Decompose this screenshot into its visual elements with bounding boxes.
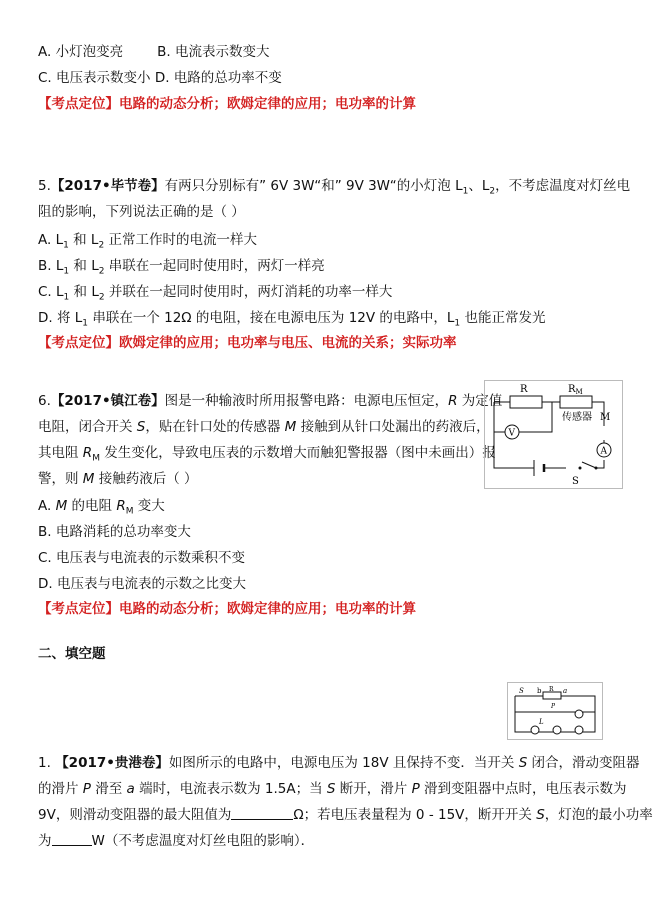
- q5-source: 【2017•毕节卷】: [50, 178, 165, 194]
- label-s: S: [572, 476, 579, 487]
- answer-blank-1[interactable]: [231, 806, 293, 820]
- resistor-r: [510, 396, 542, 408]
- q6-stem-line-2: 电阻，闭合开关 S，贴在针口处的传感器 M 接触到从针口处漏出的药液后，: [38, 419, 490, 435]
- svg-text:A: A: [600, 446, 607, 457]
- q6-kaodian: 【考点定位】电路的动态分析；欧姆定律的应用；电功率的计算: [38, 601, 416, 617]
- q6-number: 6.: [38, 393, 51, 409]
- lamp-icon: [531, 726, 539, 734]
- svg-text:L: L: [539, 718, 544, 726]
- label-sensor: 传感器: [562, 412, 592, 423]
- svg-text:a: a: [563, 687, 568, 695]
- q6-option-a: A. M 的电阻 $R_M$ 变大: [38, 498, 165, 517]
- prev-option-a: A. 小灯泡变亮: [38, 44, 124, 60]
- prev-option-c: C. 电压表示数变小: [38, 70, 151, 86]
- label-r: R: [520, 384, 528, 395]
- q6-stem-line-1: 6.【2017•镇江卷】图是一种输液时所用报警电路：电源电压恒定，R 为定值: [38, 393, 503, 409]
- rheostat-icon: [543, 692, 561, 699]
- svg-text:R: R: [549, 686, 554, 693]
- q5-stem-line-2: 阻的影响，下列说法正确的是（ ）: [38, 204, 245, 220]
- prev-options-cd: [38, 68, 282, 88]
- q5-option-c: C. $L_1$ 和 $L_2$ 并联在一起同时使用时，两灯消耗的功率一样大: [38, 284, 393, 303]
- q5-option-a: A. $L_1$ 和 $L_2$ 正常工作时的电流一样大: [38, 232, 257, 251]
- q5-option-b: B. $L_1$ 和 $L_2$ 串联在一起同时使用时，两灯一样亮: [38, 258, 325, 277]
- q6-stem-line-4: 警，则 M 接触药液后（ ）: [38, 471, 198, 487]
- q6-circuit-diagram: [484, 380, 624, 490]
- fill1-number: 1.: [38, 755, 51, 771]
- prev-options-ab: [38, 42, 269, 62]
- fill1-circuit-diagram: [507, 682, 603, 740]
- fill1-line-2: 的滑片 P 滑至 a 端时，电流表示数为 1.5A；当 S 断开，滑片 P 滑到变阻器中点时，电压表示数为: [38, 781, 627, 797]
- q6-stem-line-3: 其电阻 $R_M$ 发生变化，导致电压表的示数增大而触犯警报器（图中未画出）报: [38, 445, 496, 464]
- answer-blank-2[interactable]: [52, 832, 92, 846]
- svg-text:b: b: [537, 687, 542, 695]
- fill1-line-3: 9V，则滑动变阻器的最大阻值为 Ω；若电压表量程为 0 - 15V，断开开关 S，灯泡的最小功率: [38, 807, 653, 823]
- svg-text:P: P: [551, 703, 556, 710]
- meter-icon: [575, 710, 583, 718]
- fill1-line-1: 1. 【2017•贵港卷】如图所示的电路中，电源电压为 18V 且保持不变．当开关 S 闭合，滑动变阻器: [38, 755, 640, 771]
- q6-source: 【2017•镇江卷】: [50, 393, 165, 409]
- label-rm: $R_M$: [568, 384, 583, 396]
- section-title: 二、填空题: [38, 646, 106, 662]
- fill1-line-4: 为 W（不考虑温度对灯丝电阻的影响）．: [38, 833, 315, 849]
- prev-option-b: B. 电流表示数变大: [157, 44, 270, 60]
- fill1-source: 【2017•贵港卷】: [55, 755, 169, 771]
- q6-option-d: D. 电压表与电流表的示数之比变大: [38, 576, 246, 592]
- q5-stem-line-1: 5.【2017•毕节卷】有两只分别标有” 6V 3W“和” 9V 3W“的小灯泡 $L_1$、$L_2$，不考虑温度对灯丝电: [38, 178, 631, 197]
- prev-option-d: D. 电路的总功率不变: [154, 70, 282, 86]
- svg-text:V: V: [508, 428, 515, 439]
- voltmeter-icon: [575, 726, 583, 734]
- ammeter-icon: [553, 726, 561, 734]
- label-m: M: [600, 412, 611, 423]
- q5-kaodian: 【考点定位】欧姆定律的应用；电功率与电压、电流的关系；实际功率: [38, 335, 457, 351]
- q5-option-d: D. 将 $L_1$ 串联在一个 12Ω 的电阻，接在电源电压为 12V 的电路中，$L_1$ 也能正常发光: [38, 310, 546, 329]
- resistor-rm: [560, 396, 592, 408]
- q6-option-b: B. 电路消耗的总功率变大: [38, 524, 191, 540]
- q6-option-c: C. 电压表与电流表的示数乘积不变: [38, 550, 246, 566]
- label-s: S: [519, 687, 524, 695]
- prev-kaodian: 【考点定位】电路的动态分析；欧姆定律的应用；电功率的计算: [38, 96, 416, 112]
- q5-number: 5.: [38, 178, 51, 194]
